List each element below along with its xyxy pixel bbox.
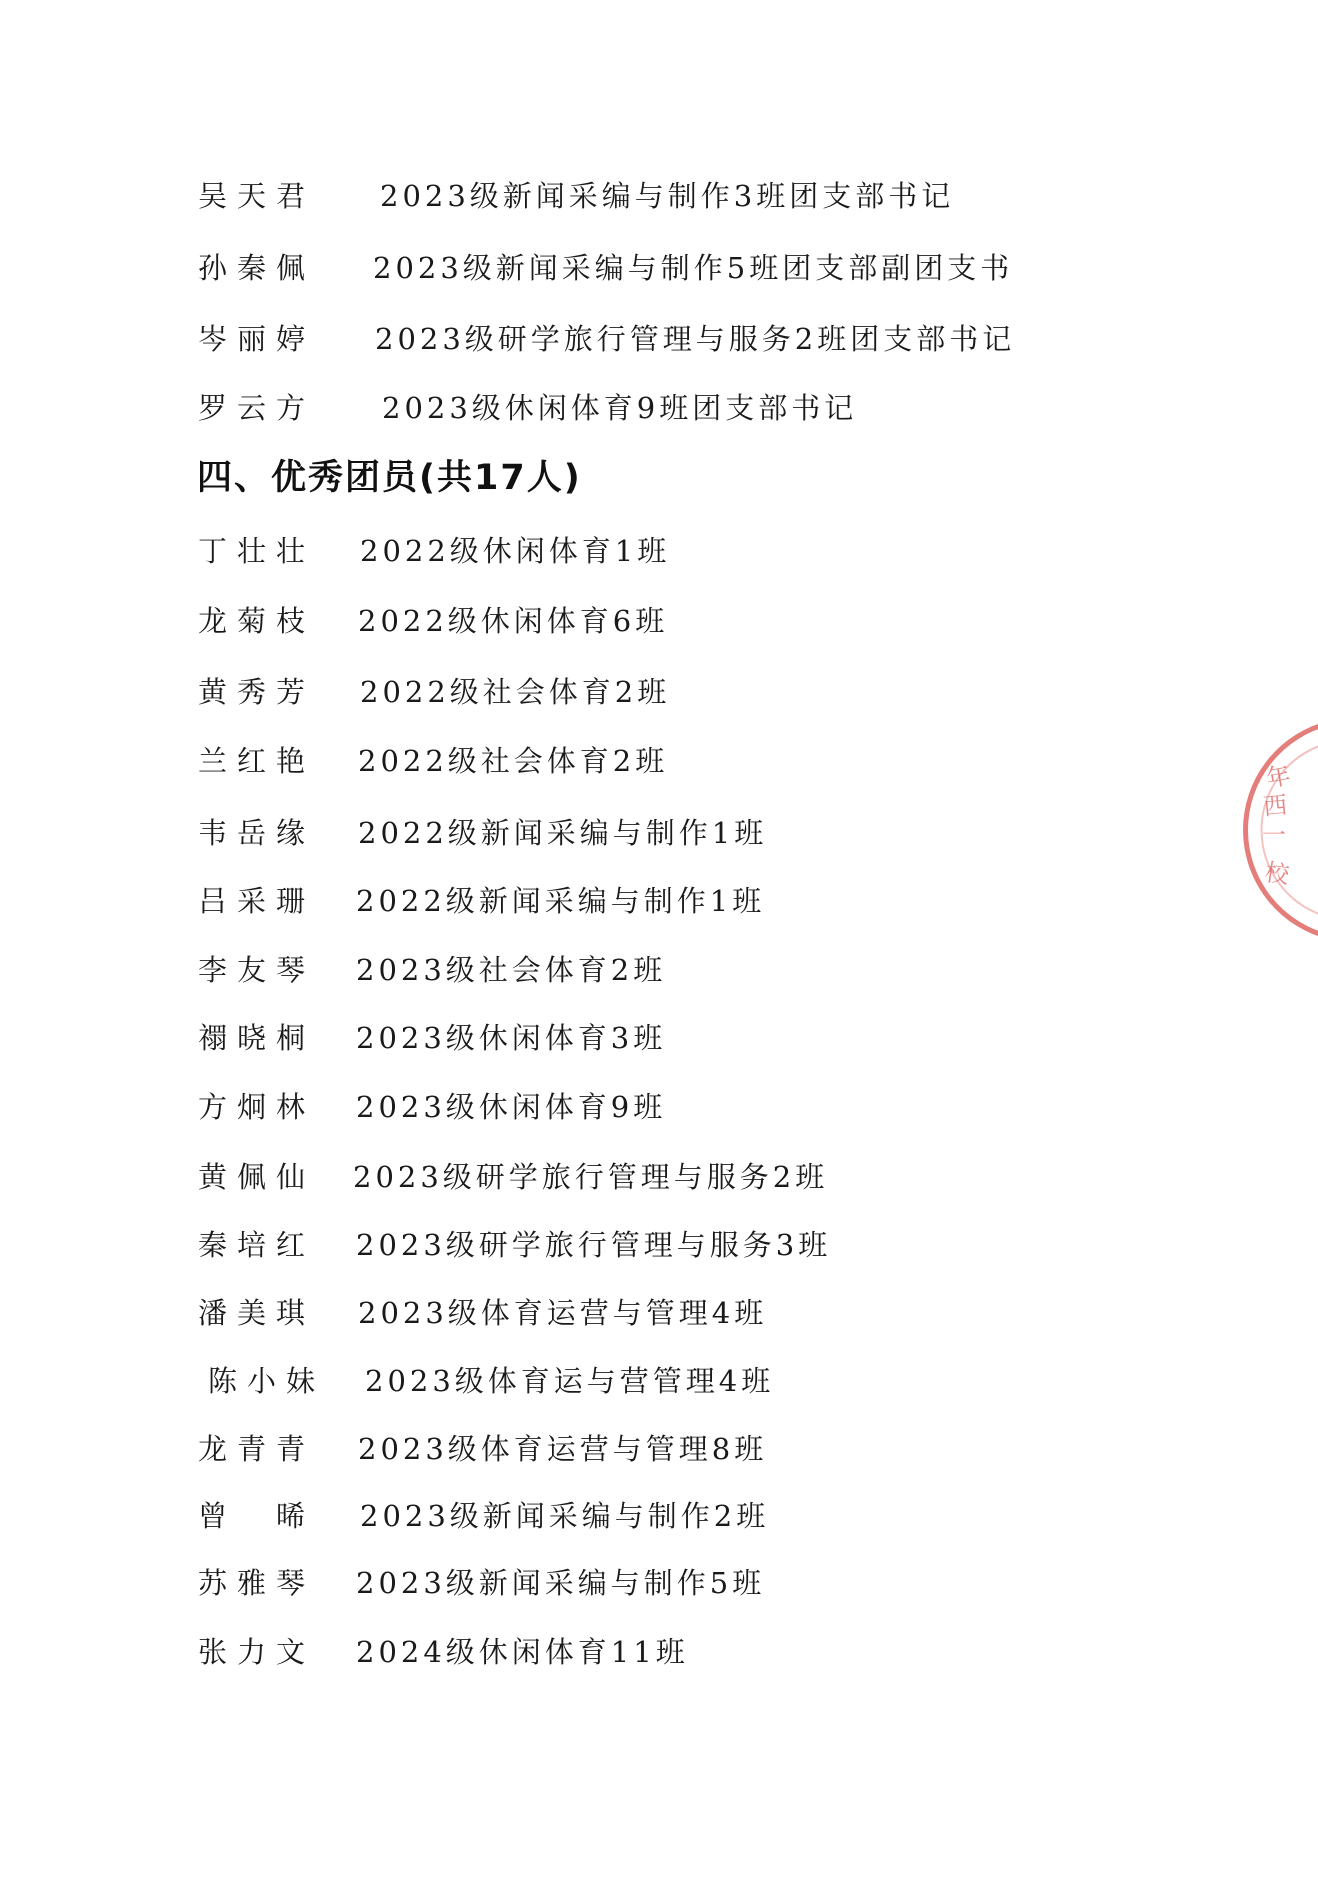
- person-name: 吕采珊: [198, 884, 316, 918]
- person-name: 龙菊枝: [198, 604, 316, 638]
- person-name: 黄佩仙: [198, 1160, 316, 1194]
- person-name: 兰红艳: [198, 744, 316, 778]
- class-title: 2023级新闻采编与制作2班: [360, 1499, 770, 1533]
- secretary-row: [0, 176, 1240, 216]
- person-name: 吴天君: [198, 179, 316, 213]
- person-name: 韦岳缘: [198, 816, 316, 850]
- member-row: [0, 741, 1240, 781]
- person-name: 李友琴: [198, 953, 316, 987]
- member-row: [0, 950, 1240, 990]
- person-name: 张力文: [198, 1635, 316, 1669]
- class-title: 2022级休闲体育1班: [360, 534, 671, 568]
- svg-text:西: 西: [1262, 790, 1289, 821]
- class-title: 2023级体育运营与管理8班: [358, 1432, 768, 1466]
- class-title: 2022级社会体育2班: [358, 744, 669, 778]
- person-name: 罗云方: [198, 391, 316, 425]
- class-title: 2023级体育运营与管理4班: [358, 1296, 768, 1330]
- person-name: 禤晓桐: [198, 1021, 316, 1055]
- member-row: [0, 1361, 1240, 1401]
- member-row: [0, 1429, 1240, 1469]
- secretary-row: [0, 319, 1240, 359]
- class-title: 2023级新闻采编与制作5班团支部副团支书: [373, 251, 1014, 285]
- svg-text:校: 校: [1263, 858, 1291, 890]
- class-title: 2023级研学旅行管理与服务2班团支部书记: [375, 322, 1016, 356]
- class-title: 2023级新闻采编与制作3班团支部书记: [380, 179, 955, 213]
- person-name: 孙秦佩: [198, 251, 316, 285]
- member-row: [0, 881, 1240, 921]
- person-name: 方炯林: [198, 1090, 316, 1124]
- member-row: [0, 672, 1240, 712]
- member-row: [0, 1632, 1240, 1672]
- person-name: 陈小妹: [208, 1364, 326, 1398]
- secretary-row: [0, 248, 1240, 288]
- class-title: 2023级休闲体育9班: [356, 1090, 667, 1124]
- person-name: 龙青青: [198, 1432, 316, 1466]
- person-name: 丁壮壮: [198, 534, 316, 568]
- secretary-row: [0, 388, 1240, 428]
- person-name: 苏雅琴: [198, 1566, 316, 1600]
- person-name: 潘美琪: [198, 1296, 316, 1330]
- class-title: 2023级体育运与营管理4班: [365, 1364, 775, 1398]
- class-title: 2022级休闲体育6班: [358, 604, 669, 638]
- member-row: [0, 1225, 1240, 1265]
- class-title: 2023级休闲体育3班: [356, 1021, 667, 1055]
- member-row: [0, 1563, 1240, 1603]
- member-row: [0, 1087, 1240, 1127]
- member-row: [0, 531, 1240, 571]
- class-title: 2023级研学旅行管理与服务2班: [353, 1160, 829, 1194]
- class-title: 2023级社会体育2班: [356, 953, 667, 987]
- person-name: 秦培红: [198, 1228, 316, 1262]
- svg-text:年: 年: [1264, 761, 1293, 793]
- class-title: 2023级休闲体育9班团支部书记: [382, 391, 858, 425]
- class-title: 2022级新闻采编与制作1班: [358, 816, 768, 850]
- person-name: 黄秀芳: [198, 675, 316, 709]
- member-row: [0, 813, 1240, 853]
- class-title: 2022级新闻采编与制作1班: [356, 884, 766, 918]
- member-row: [0, 1157, 1240, 1197]
- svg-text:一: 一: [1262, 821, 1286, 849]
- section-heading: 四、优秀团员(共17人): [197, 458, 582, 498]
- person-name: 曾 晞: [198, 1499, 316, 1533]
- class-title: 2022级社会体育2班: [360, 675, 671, 709]
- person-name: 岑丽婷: [198, 322, 316, 356]
- class-title: 2024级休闲体育11班: [356, 1635, 689, 1669]
- member-row: [0, 1018, 1240, 1058]
- member-row: [0, 1293, 1240, 1333]
- class-title: 2023级新闻采编与制作5班: [356, 1566, 766, 1600]
- official-seal-stamp: [1250, 715, 1318, 945]
- member-row: [0, 1496, 1240, 1536]
- class-title: 2023级研学旅行管理与服务3班: [356, 1228, 832, 1262]
- member-row: [0, 601, 1240, 641]
